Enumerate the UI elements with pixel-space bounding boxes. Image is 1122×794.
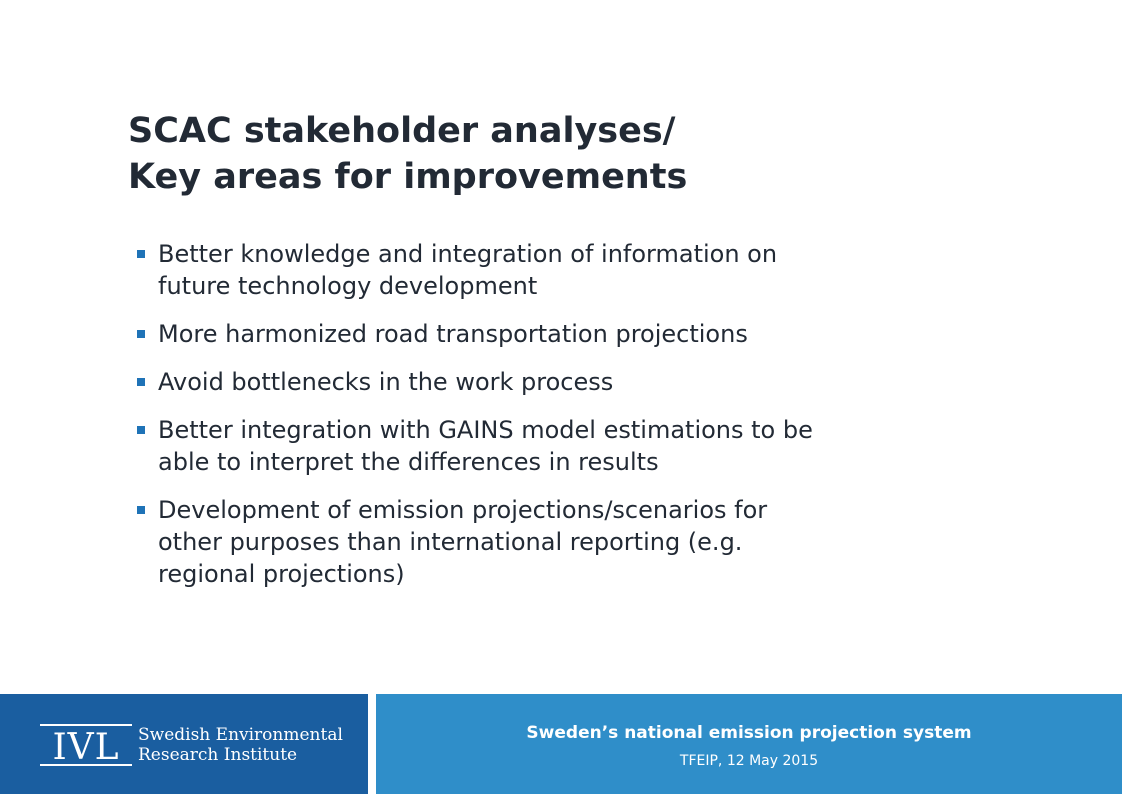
slide-title-line1: SCAC stakeholder analyses/: [128, 111, 676, 151]
bullet-text-line: future technology development: [158, 272, 538, 300]
ivl-logo-icon: [40, 724, 132, 766]
footer-logo-panel: [0, 694, 368, 794]
square-bullet-icon: [137, 378, 145, 386]
bullet-text-line: Better knowledge and integration of information on: [158, 240, 778, 268]
bullet-text-line: able to interpret the differences in results: [158, 448, 659, 476]
slide-title: [128, 108, 687, 200]
footer-subtitle: TFEIP, 12 May 2015: [679, 753, 819, 769]
footer-info-panel: [376, 694, 1122, 794]
square-bullet-icon: [137, 506, 145, 514]
bullet-item: [136, 414, 996, 478]
bullet-text-line: regional projections): [158, 560, 405, 588]
bullet-list: [136, 238, 996, 606]
bullet-text-line: More harmonized road transportation projections: [158, 320, 748, 348]
bullet-text-line: Avoid bottlenecks in the work process: [158, 368, 614, 396]
bullet-item: [136, 366, 996, 398]
bullet-text-line: Better integration with GAINS model estimations to be: [158, 416, 813, 444]
ivl-logo: [40, 724, 343, 766]
slide-title-line2: Key areas for improvements: [128, 157, 688, 197]
logo-name-line2: Research Institute: [138, 745, 298, 765]
square-bullet-icon: [137, 250, 145, 258]
square-bullet-icon: [137, 330, 145, 338]
bullet-text-line: other purposes than international reporting (e.g.: [158, 528, 743, 556]
bullet-item: [136, 238, 996, 302]
bullet-item: [136, 494, 996, 590]
ivl-logo-text: IVL: [52, 727, 120, 766]
bullet-item: [136, 318, 996, 350]
footer-divider: [368, 694, 376, 794]
square-bullet-icon: [137, 426, 145, 434]
logo-name-line1: Swedish Environmental: [138, 725, 343, 745]
bullet-text-line: Development of emission projections/scenarios for: [158, 496, 768, 524]
footer-title: Sweden’s national emission projection system: [526, 723, 972, 743]
